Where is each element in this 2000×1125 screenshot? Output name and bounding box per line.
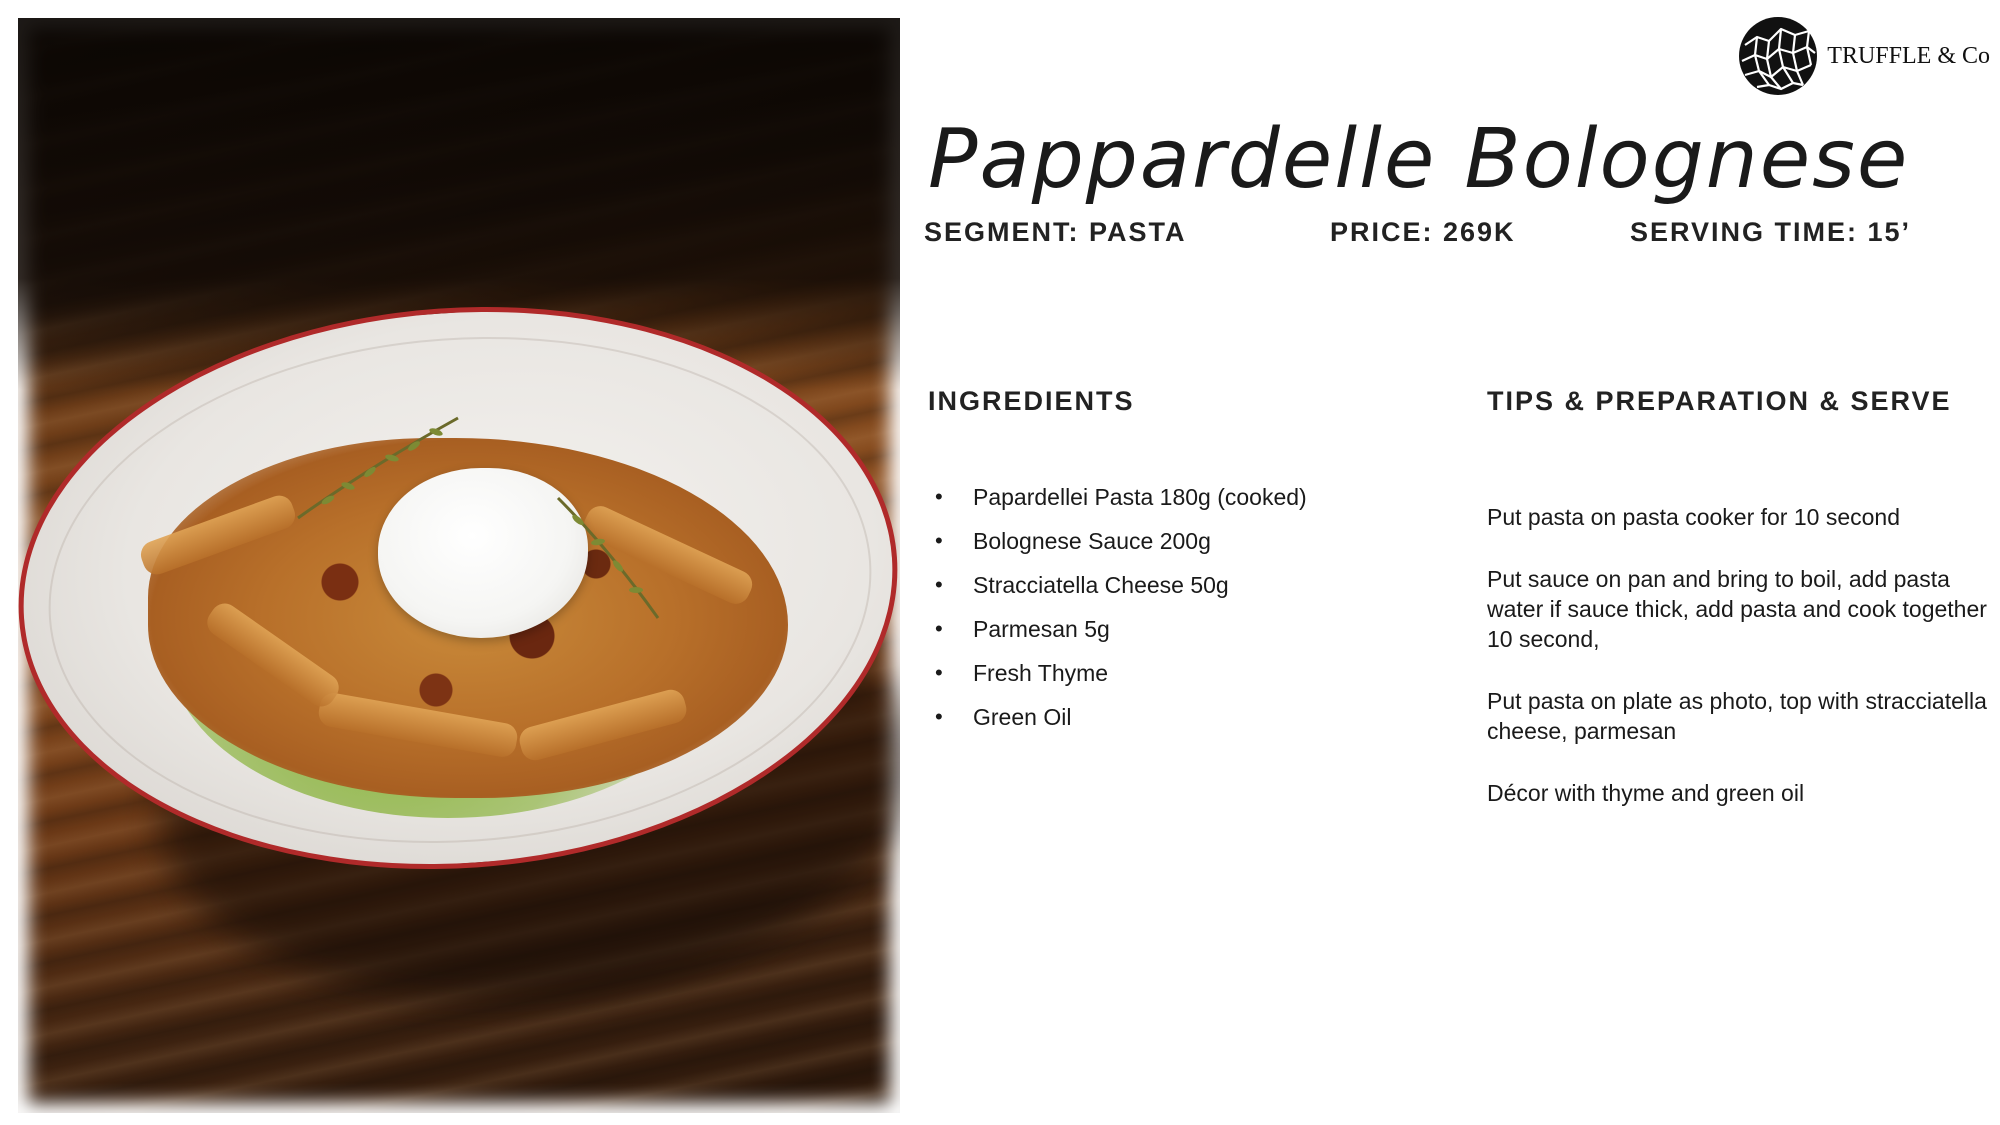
dish-title: Pappardelle Bolognese — [928, 112, 1910, 207]
ingredient-item: • Papardellei Pasta 180g (cooked) — [935, 478, 1455, 522]
ingredient-item: • Bolognese Sauce 200g — [935, 522, 1455, 566]
dish-photo — [18, 18, 900, 1113]
tip-step: Put sauce on pan and bring to boil, add pasta water if sauce thick, add pasta and cook together 10 second, — [1487, 566, 1987, 652]
brand-logo — [1737, 14, 1990, 98]
ingredient-item: • Green Oil — [935, 698, 1455, 742]
tips-steps — [1487, 502, 1987, 840]
thyme-sprig-icon — [288, 408, 468, 528]
ingredients-list — [935, 478, 1455, 742]
ingredients-heading: INGREDIENTS — [928, 386, 1135, 416]
price-label: PRICE: 269K — [1330, 217, 1516, 247]
thyme-sprig-icon — [548, 488, 668, 628]
truffle-logo-icon — [1737, 15, 1819, 97]
ingredient-item: • Fresh Thyme — [935, 654, 1455, 698]
ingredient-item: • Stracciatella Cheese 50g — [935, 566, 1455, 610]
serving-time-label: SERVING TIME: 15’ — [1630, 217, 1912, 247]
tip-step: Put pasta on pasta cooker for 10 second — [1487, 504, 1900, 530]
segment-label: SEGMENT: PASTA — [924, 217, 1187, 247]
brand-name: TRUFFLE & Co — [1827, 42, 1990, 69]
tip-step: Put pasta on plate as photo, top with stracciatella cheese, parmesan — [1487, 688, 1987, 744]
ingredient-item: • Parmesan 5g — [935, 610, 1455, 654]
tip-step: Décor with thyme and green oil — [1487, 780, 1805, 806]
tips-heading: TIPS & PREPARATION & SERVE — [1487, 386, 1952, 416]
